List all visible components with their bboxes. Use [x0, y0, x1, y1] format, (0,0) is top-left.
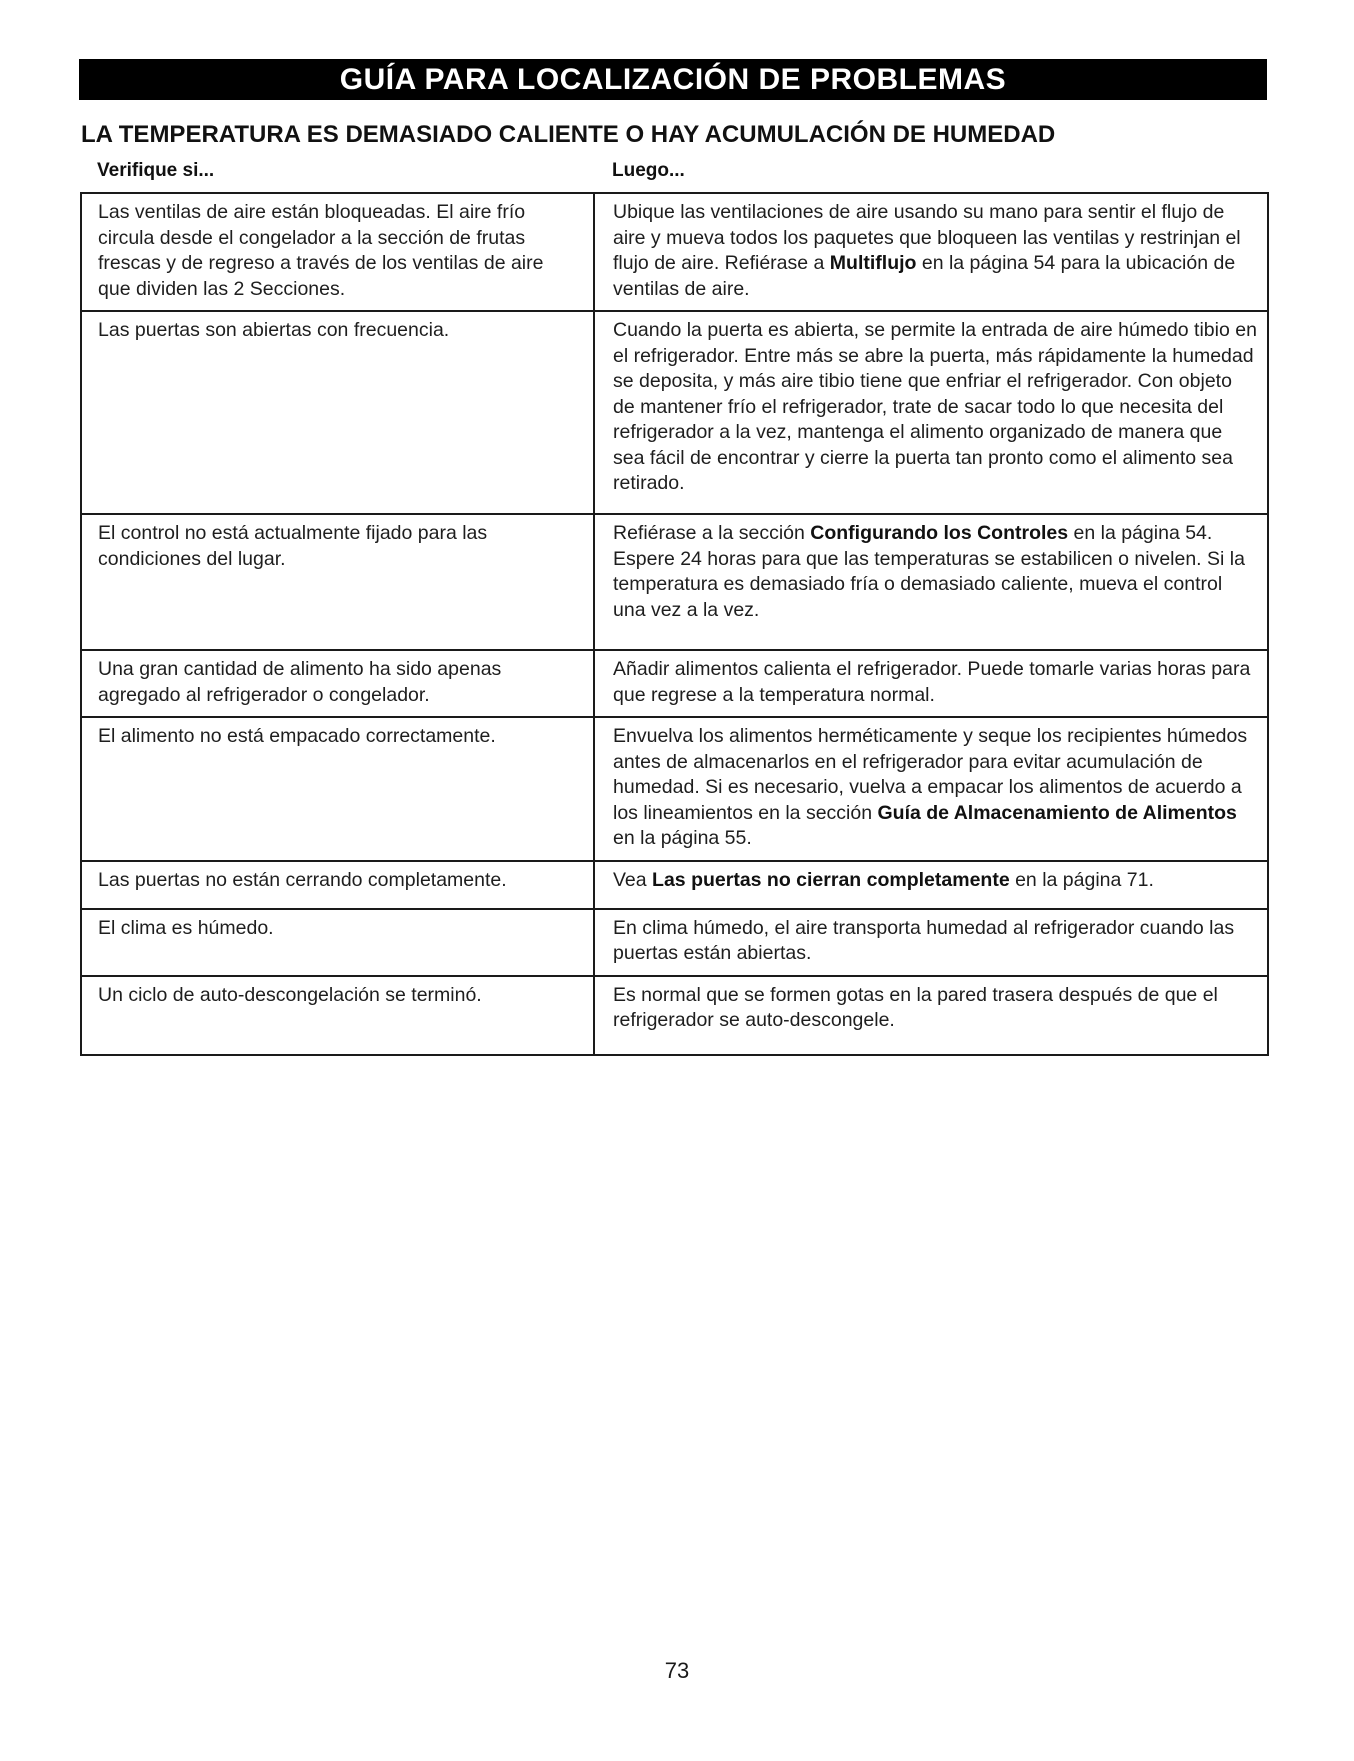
check-cell: El alimento no está empacado correctamente.	[81, 717, 594, 861]
solution-text: Refiérase a la sección	[613, 522, 811, 544]
check-cell: Las ventilas de aire están bloqueadas. El aire frío circula desde el congelador a la sección de frutas frescas y de regreso a través de los ventilas de aire que dividen las 2 Secciones.	[81, 193, 594, 311]
solution-cell	[594, 909, 1268, 976]
solution-cell	[594, 193, 1268, 311]
solution-cell	[594, 514, 1268, 650]
check-cell: Una gran cantidad de alimento ha sido apenas agregado al refrigerador o congelador.	[81, 650, 594, 717]
solution-text: Vea	[613, 868, 653, 891]
solution-cell	[594, 650, 1268, 717]
table-row	[81, 976, 1268, 1055]
solution-text: En clima húmedo, el aire transporta humedad al refrigerador cuando las puertas están abiertas.	[613, 916, 1235, 964]
solution-text: Es normal que se formen gotas en la pared trasera después de que el refrigerador se auto-descongele.	[613, 983, 1218, 1031]
solution-text: Espere 24 horas para que las temperaturas se estabilicen o nivelen. Si la temperatura es demasiado fría o demasiado caliente, mueva el control una vez a la vez.	[613, 547, 1245, 621]
solution-cell	[594, 861, 1268, 909]
solution-reference-bold: Guía de Almacenamiento de Alimentos	[877, 801, 1237, 824]
solution-text: en la página 54 para la ubicación de ventilas de aire.	[613, 252, 1236, 300]
column-header-then: Luego...	[612, 160, 685, 181]
table-row	[81, 514, 1268, 650]
check-cell: El control no está actualmente fijado para las condiciones del lugar.	[81, 514, 594, 650]
table-row	[81, 193, 1268, 311]
solution-reference-bold: Configurando los Controles	[810, 522, 1069, 544]
section-title: LA TEMPERATURA ES DEMASIADO CALIENTE O HAY ACUMULACIÓN DE HUMEDAD	[81, 121, 1056, 148]
page-number: 73	[664, 1658, 690, 1683]
solution-cell	[594, 311, 1268, 514]
solution-text: Cuando la puerta es abierta, se permite la entrada de aire húmedo tibio en el refrigerador. Entre más se abre la puerta, más rápidamente la humedad se deposita, y más aire tibio tiene que enfriar el refrigerador. Con objeto de mantener frío el refrigerador, trate de sacar todo lo que necesita del refrigerador a la vez, mantenga el alimento organizado de manera que sea fácil de encontrar y cierre la puerta tan pronto como el alimento sea retirado.	[613, 319, 1257, 494]
table-row	[81, 909, 1268, 976]
table-row	[81, 311, 1268, 514]
column-header-check: Verifique si...	[97, 160, 215, 181]
solution-text: Envuelva los alimentos herméticamente y seque los recipientes húmedos antes de almacenarlos en el refrigerador para evitar acumulación de humedad. Si es necesario, vuelva a empacar los alimentos de acuerdo a los lineamientos en la sección	[613, 725, 1248, 824]
solution-text: en la página 55.	[613, 827, 752, 849]
table-row	[81, 861, 1268, 909]
check-cell: Las puertas no están cerrando completamente.	[81, 861, 594, 909]
solution-reference-bold: Las puertas no cierran completamente	[652, 868, 1010, 891]
table-row	[81, 650, 1268, 717]
solution-reference-bold: Multiflujo	[829, 252, 917, 274]
check-cell: Las puertas son abiertas con frecuencia.	[81, 311, 594, 514]
solution-text: Añadir alimentos calienta el refrigerador. Puede tomarle varias horas para que regrese a la temperatura normal.	[613, 658, 1251, 706]
solution-cell	[594, 717, 1268, 861]
solution-text: en la página 54.	[1068, 522, 1213, 544]
check-cell: El clima es húmedo.	[81, 909, 594, 976]
troubleshooting-table	[80, 192, 1269, 1056]
troubleshooting-table-body	[81, 193, 1268, 1055]
solution-text: en la página 71.	[1009, 868, 1154, 891]
solution-text: Ubique las ventilaciones de aire usando su mano para sentir el flujo de aire y mueva todos los paquetes que bloqueen las ventilas y restrinjan el flujo de aire. Refiérase a	[613, 201, 1241, 274]
solution-cell	[594, 976, 1268, 1055]
table-row	[81, 717, 1268, 861]
page-banner-title: GUÍA PARA LOCALIZACIÓN DE PROBLEMAS	[79, 59, 1267, 100]
check-cell: Un ciclo de auto-descongelación se terminó.	[81, 976, 594, 1055]
